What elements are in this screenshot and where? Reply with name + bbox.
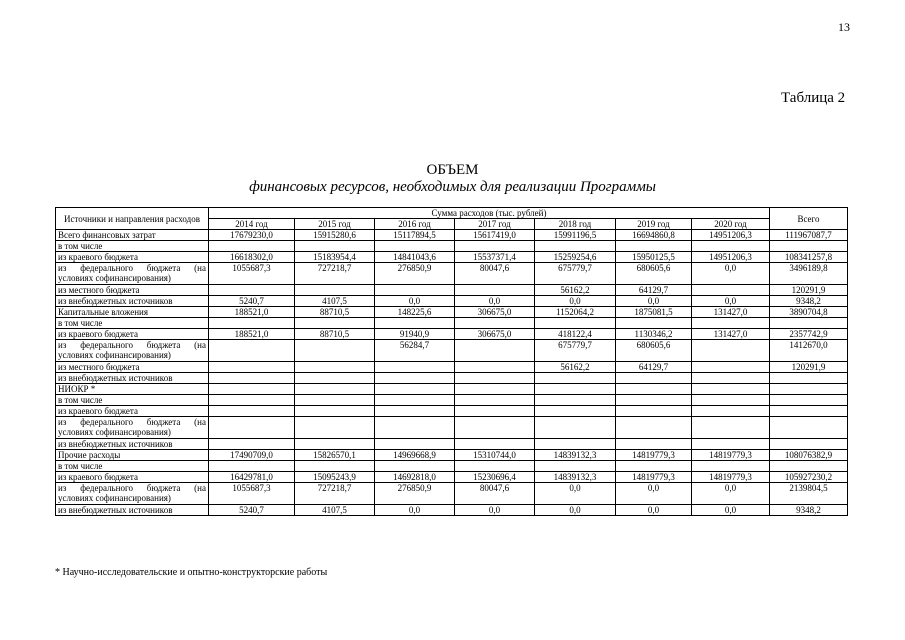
total-cell: 105927230,2 bbox=[770, 472, 848, 483]
value-cell: 15259254,6 bbox=[535, 252, 616, 263]
table-row bbox=[56, 406, 848, 417]
value-cell bbox=[535, 417, 616, 439]
value-cell: 88710,5 bbox=[295, 329, 375, 340]
total-cell bbox=[770, 439, 848, 450]
value-cell bbox=[692, 241, 770, 252]
total-cell: 1412670,0 bbox=[770, 340, 848, 362]
total-cell bbox=[770, 461, 848, 472]
row-label: из внебюджетных источников bbox=[56, 296, 209, 307]
value-cell bbox=[375, 373, 455, 384]
value-cell bbox=[455, 340, 535, 362]
table-row bbox=[56, 472, 848, 483]
value-cell: 14819779,3 bbox=[616, 450, 692, 461]
value-cell bbox=[616, 318, 692, 329]
value-cell: 80047,6 bbox=[455, 263, 535, 285]
table-row bbox=[56, 417, 848, 439]
row-label: Прочие расходы bbox=[56, 450, 209, 461]
value-cell: 15095243,9 bbox=[295, 472, 375, 483]
total-cell: 3890704,8 bbox=[770, 307, 848, 318]
value-cell bbox=[295, 340, 375, 362]
header-year: 2014 год bbox=[209, 219, 295, 230]
finance-table bbox=[55, 207, 848, 516]
header-year: 2016 год bbox=[375, 219, 455, 230]
value-cell: 15310744,0 bbox=[455, 450, 535, 461]
value-cell bbox=[692, 439, 770, 450]
value-cell bbox=[616, 373, 692, 384]
value-cell bbox=[535, 395, 616, 406]
value-cell bbox=[455, 461, 535, 472]
value-cell bbox=[209, 417, 295, 439]
total-cell bbox=[770, 241, 848, 252]
value-cell: 91940,9 bbox=[375, 329, 455, 340]
total-cell: 108341257,8 bbox=[770, 252, 848, 263]
table-row bbox=[56, 362, 848, 373]
value-cell bbox=[455, 395, 535, 406]
value-cell: 418122,4 bbox=[535, 329, 616, 340]
document-title bbox=[0, 162, 905, 196]
value-cell: 0,0 bbox=[616, 505, 692, 516]
value-cell: 14819779,3 bbox=[692, 450, 770, 461]
value-cell: 680605,6 bbox=[616, 340, 692, 362]
header-year: 2017 год bbox=[455, 219, 535, 230]
row-label: в том числе bbox=[56, 395, 209, 406]
value-cell bbox=[455, 318, 535, 329]
value-cell bbox=[535, 461, 616, 472]
header-sum: Сумма расходов (тыс. рублей) bbox=[209, 208, 770, 219]
value-cell bbox=[616, 417, 692, 439]
value-cell bbox=[692, 362, 770, 373]
value-cell bbox=[692, 384, 770, 395]
row-label: из федерального бюджета (на условиях софинансирования) bbox=[56, 417, 209, 439]
value-cell: 680605,6 bbox=[616, 263, 692, 285]
value-cell: 15230696,4 bbox=[455, 472, 535, 483]
value-cell: 1130346,2 bbox=[616, 329, 692, 340]
value-cell bbox=[616, 461, 692, 472]
value-cell: 15950125,5 bbox=[616, 252, 692, 263]
value-cell bbox=[375, 461, 455, 472]
value-cell bbox=[535, 439, 616, 450]
total-cell bbox=[770, 417, 848, 439]
value-cell: 17490709,0 bbox=[209, 450, 295, 461]
value-cell: 14951206,3 bbox=[692, 230, 770, 241]
value-cell bbox=[455, 241, 535, 252]
value-cell bbox=[455, 362, 535, 373]
value-cell bbox=[295, 406, 375, 417]
table-row bbox=[56, 373, 848, 384]
value-cell: 0,0 bbox=[692, 263, 770, 285]
value-cell bbox=[295, 461, 375, 472]
value-cell: 0,0 bbox=[692, 505, 770, 516]
value-cell: 1875081,5 bbox=[616, 307, 692, 318]
value-cell bbox=[692, 461, 770, 472]
total-cell bbox=[770, 384, 848, 395]
value-cell bbox=[616, 241, 692, 252]
row-label: в том числе bbox=[56, 241, 209, 252]
value-cell: 56284,7 bbox=[375, 340, 455, 362]
row-label: из внебюджетных источников bbox=[56, 505, 209, 516]
footnote: * Научно-исследовательские и опытно-конструкторские работы bbox=[55, 567, 328, 578]
value-cell bbox=[209, 241, 295, 252]
value-cell bbox=[455, 373, 535, 384]
table-row bbox=[56, 505, 848, 516]
total-cell: 9348,2 bbox=[770, 505, 848, 516]
table-row bbox=[56, 395, 848, 406]
row-label: из местного бюджета bbox=[56, 285, 209, 296]
value-cell bbox=[535, 241, 616, 252]
value-cell: 306675,0 bbox=[455, 329, 535, 340]
value-cell bbox=[535, 373, 616, 384]
total-cell bbox=[770, 406, 848, 417]
value-cell: 14819779,3 bbox=[692, 472, 770, 483]
total-cell: 120291,9 bbox=[770, 285, 848, 296]
value-cell bbox=[209, 395, 295, 406]
value-cell: 148225,6 bbox=[375, 307, 455, 318]
table-row bbox=[56, 252, 848, 263]
row-label: в том числе bbox=[56, 318, 209, 329]
value-cell: 0,0 bbox=[535, 483, 616, 505]
header-year: 2015 год bbox=[295, 219, 375, 230]
row-label: из внебюджетных источников bbox=[56, 439, 209, 450]
value-cell bbox=[209, 406, 295, 417]
value-cell: 15183954,4 bbox=[295, 252, 375, 263]
header-sources: Источники и направления расходов bbox=[56, 208, 209, 230]
value-cell: 4107,5 bbox=[295, 505, 375, 516]
value-cell: 80047,6 bbox=[455, 483, 535, 505]
value-cell bbox=[692, 318, 770, 329]
value-cell bbox=[295, 417, 375, 439]
value-cell bbox=[375, 417, 455, 439]
value-cell: 56162,2 bbox=[535, 362, 616, 373]
row-label: из краевого бюджета bbox=[56, 472, 209, 483]
value-cell bbox=[692, 340, 770, 362]
row-label: из федерального бюджета (на условиях софинансирования) bbox=[56, 340, 209, 362]
value-cell bbox=[455, 285, 535, 296]
value-cell: 15617419,0 bbox=[455, 230, 535, 241]
value-cell: 5240,7 bbox=[209, 296, 295, 307]
value-cell: 1152064,2 bbox=[535, 307, 616, 318]
value-cell: 306675,0 bbox=[455, 307, 535, 318]
value-cell: 276850,9 bbox=[375, 483, 455, 505]
row-label: из краевого бюджета bbox=[56, 329, 209, 340]
table-row bbox=[56, 263, 848, 285]
value-cell bbox=[616, 406, 692, 417]
value-cell: 0,0 bbox=[692, 483, 770, 505]
value-cell: 16694860,8 bbox=[616, 230, 692, 241]
value-cell bbox=[375, 318, 455, 329]
table-row bbox=[56, 296, 848, 307]
value-cell bbox=[209, 362, 295, 373]
table-row bbox=[56, 340, 848, 362]
value-cell: 5240,7 bbox=[209, 505, 295, 516]
table-row bbox=[56, 384, 848, 395]
value-cell bbox=[209, 439, 295, 450]
value-cell: 15915280,6 bbox=[295, 230, 375, 241]
value-cell: 0,0 bbox=[535, 296, 616, 307]
table-row bbox=[56, 483, 848, 505]
row-label: из краевого бюджета bbox=[56, 406, 209, 417]
value-cell: 188521,0 bbox=[209, 307, 295, 318]
value-cell: 276850,9 bbox=[375, 263, 455, 285]
value-cell bbox=[295, 241, 375, 252]
value-cell bbox=[375, 384, 455, 395]
value-cell: 15991196,5 bbox=[535, 230, 616, 241]
value-cell bbox=[692, 406, 770, 417]
value-cell bbox=[375, 406, 455, 417]
value-cell: 1055687,3 bbox=[209, 263, 295, 285]
value-cell: 16618302,0 bbox=[209, 252, 295, 263]
total-cell: 3496189,8 bbox=[770, 263, 848, 285]
value-cell: 131427,0 bbox=[692, 329, 770, 340]
value-cell bbox=[616, 384, 692, 395]
value-cell bbox=[295, 373, 375, 384]
total-cell: 111967087,7 bbox=[770, 230, 848, 241]
title-line-1: ОБЪЕМ bbox=[426, 162, 479, 178]
value-cell: 131427,0 bbox=[692, 307, 770, 318]
total-cell: 9348,2 bbox=[770, 296, 848, 307]
value-cell: 14692818,0 bbox=[375, 472, 455, 483]
value-cell: 4107,5 bbox=[295, 296, 375, 307]
value-cell bbox=[375, 241, 455, 252]
value-cell: 0,0 bbox=[375, 505, 455, 516]
row-label: НИОКР * bbox=[56, 384, 209, 395]
value-cell: 15537371,4 bbox=[455, 252, 535, 263]
value-cell: 56162,2 bbox=[535, 285, 616, 296]
row-label: Капитальные вложения bbox=[56, 307, 209, 318]
value-cell bbox=[209, 384, 295, 395]
value-cell: 14951206,3 bbox=[692, 252, 770, 263]
value-cell: 17679230,0 bbox=[209, 230, 295, 241]
value-cell bbox=[375, 439, 455, 450]
value-cell bbox=[692, 285, 770, 296]
value-cell bbox=[692, 417, 770, 439]
row-label: из федерального бюджета (на условиях софинансирования) bbox=[56, 483, 209, 505]
table-row bbox=[56, 230, 848, 241]
value-cell: 15826570,1 bbox=[295, 450, 375, 461]
value-cell bbox=[209, 461, 295, 472]
value-cell: 88710,5 bbox=[295, 307, 375, 318]
table-row bbox=[56, 318, 848, 329]
total-cell bbox=[770, 395, 848, 406]
value-cell: 0,0 bbox=[455, 296, 535, 307]
row-label: из федерального бюджета (на условиях софинансирования) bbox=[56, 263, 209, 285]
total-cell: 120291,9 bbox=[770, 362, 848, 373]
total-cell: 108076382,9 bbox=[770, 450, 848, 461]
value-cell: 727218,7 bbox=[295, 483, 375, 505]
row-label: из местного бюджета bbox=[56, 362, 209, 373]
value-cell bbox=[209, 373, 295, 384]
total-cell bbox=[770, 373, 848, 384]
value-cell: 14839132,3 bbox=[535, 450, 616, 461]
table-row bbox=[56, 450, 848, 461]
value-cell: 16429781,0 bbox=[209, 472, 295, 483]
value-cell: 675779,7 bbox=[535, 263, 616, 285]
table-row bbox=[56, 439, 848, 450]
value-cell: 188521,0 bbox=[209, 329, 295, 340]
header-year: 2020 год bbox=[692, 219, 770, 230]
value-cell: 15117894,5 bbox=[375, 230, 455, 241]
header-year: 2018 год bbox=[535, 219, 616, 230]
value-cell bbox=[455, 417, 535, 439]
value-cell: 0,0 bbox=[375, 296, 455, 307]
header-total: Всего bbox=[770, 208, 848, 230]
value-cell bbox=[692, 395, 770, 406]
value-cell bbox=[616, 439, 692, 450]
total-cell: 2357742,9 bbox=[770, 329, 848, 340]
value-cell: 0,0 bbox=[535, 505, 616, 516]
value-cell bbox=[616, 395, 692, 406]
value-cell bbox=[535, 384, 616, 395]
value-cell: 0,0 bbox=[616, 296, 692, 307]
value-cell: 64129,7 bbox=[616, 362, 692, 373]
value-cell: 1055687,3 bbox=[209, 483, 295, 505]
table-row bbox=[56, 285, 848, 296]
value-cell: 675779,7 bbox=[535, 340, 616, 362]
table-row bbox=[56, 307, 848, 318]
value-cell bbox=[209, 318, 295, 329]
title-line-2: финансовых ресурсов, необходимых для реализации Программы bbox=[249, 179, 656, 195]
value-cell: 727218,7 bbox=[295, 263, 375, 285]
value-cell bbox=[375, 285, 455, 296]
value-cell bbox=[295, 384, 375, 395]
value-cell bbox=[295, 395, 375, 406]
value-cell: 14841043,6 bbox=[375, 252, 455, 263]
value-cell bbox=[535, 318, 616, 329]
header-year: 2019 год bbox=[616, 219, 692, 230]
table-caption: Таблица 2 bbox=[781, 90, 846, 106]
total-cell bbox=[770, 318, 848, 329]
value-cell bbox=[295, 285, 375, 296]
value-cell: 0,0 bbox=[692, 296, 770, 307]
row-label: из внебюджетных источников bbox=[56, 373, 209, 384]
value-cell bbox=[535, 406, 616, 417]
value-cell bbox=[209, 285, 295, 296]
row-label: Всего финансовых затрат bbox=[56, 230, 209, 241]
value-cell bbox=[209, 340, 295, 362]
table-row bbox=[56, 241, 848, 252]
value-cell: 14969668,9 bbox=[375, 450, 455, 461]
value-cell bbox=[295, 362, 375, 373]
value-cell bbox=[455, 406, 535, 417]
value-cell bbox=[295, 318, 375, 329]
value-cell bbox=[692, 373, 770, 384]
total-cell: 2139804,5 bbox=[770, 483, 848, 505]
table-row bbox=[56, 329, 848, 340]
row-label: из краевого бюджета bbox=[56, 252, 209, 263]
value-cell: 14839132,3 bbox=[535, 472, 616, 483]
value-cell bbox=[375, 362, 455, 373]
value-cell: 14819779,3 bbox=[616, 472, 692, 483]
value-cell: 0,0 bbox=[455, 505, 535, 516]
page-number: 13 bbox=[838, 20, 850, 34]
row-label: в том числе bbox=[56, 461, 209, 472]
value-cell: 0,0 bbox=[616, 483, 692, 505]
value-cell bbox=[455, 439, 535, 450]
value-cell bbox=[455, 384, 535, 395]
value-cell bbox=[375, 395, 455, 406]
value-cell: 64129,7 bbox=[616, 285, 692, 296]
value-cell bbox=[295, 439, 375, 450]
table-row bbox=[56, 461, 848, 472]
